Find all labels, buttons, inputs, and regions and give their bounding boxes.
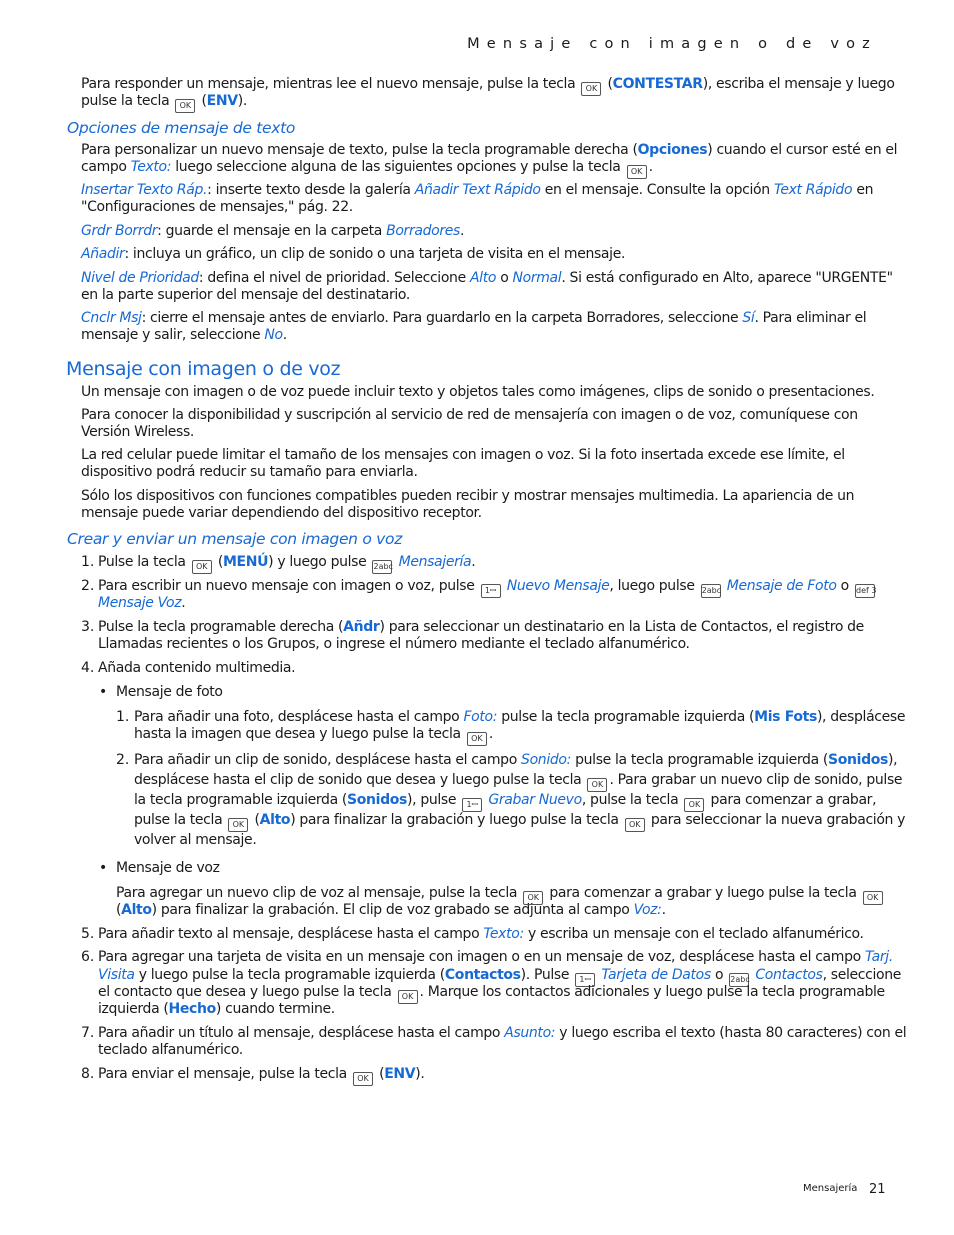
opciones-paragraph: Para personalizar un nuevo mensaje de texto, pulse la tecla programable derecha (Opciones) cuando el cursor esté en el campo Texto: luego seleccione alguna de las siguientes opciones y pulse la tecla OK .: [81, 142, 897, 176]
bullet-foto: Mensaje de foto: [116, 684, 223, 700]
bullet-voz: Mensaje de voz: [116, 860, 220, 876]
ok-key-icon: [353, 1072, 373, 1086]
option-insertar: Insertar Texto Ráp.: inserte texto desde la galería Añadir Text Rápido en el mensaje. Consulte la opción Text Rápido en "Configuraciones de mensajes," pág. 22.: [81, 182, 874, 215]
step-7: Para añadir un título al mensaje, desplácese hasta el campo Asunto: y luego escriba el texto (hasta 80 caracteres) con el teclado alfanumérico.: [98, 1025, 907, 1058]
section-title-mms: Mensaje con imagen o de voz: [66, 358, 341, 380]
step-6: Para agregar una tarjeta de visita en un mensaje con imagen o en un mensaje de voz, desplácese hasta el campo Tarj. Visita y luego pulse la tecla programable izquierda (Contactos). Pulse 1ꟷ Tarjeta de Datos o 2abc Contactos, seleccione: [98, 949, 901, 984]
ok-key-icon: [228, 818, 248, 832]
step-number: 3.: [81, 619, 95, 635]
step-8: Para enviar el mensaje, pulse la tecla OK (ENV).: [98, 1066, 425, 1083]
ok-key-icon: [175, 99, 195, 113]
bullet-icon: •: [99, 684, 108, 700]
mms-p3: La red celular puede limitar el tamaño de los mensajes con imagen o voz. Si la foto insertada excede ese límite, el dispositivo podrá reducir su tamaño para enviarla.: [81, 447, 845, 480]
step-number: 7.: [81, 1025, 95, 1041]
option-nivel: Nivel de Prioridad: defina el nivel de prioridad. Seleccione Alto o Normal. Si está configurado en Alto, aparece "URGENTE" en la parte superior del mensaje del destinatario.: [81, 270, 893, 303]
ok-key-icon: [398, 990, 418, 1004]
ok-key-icon: [467, 732, 487, 746]
ok-key-icon: [523, 891, 543, 905]
substep-number: 2.: [116, 752, 130, 768]
substep-foto-2: Para añadir un clip de sonido, desplácese hasta el campo Sonido: pulse la tecla programable izquierda (Sonidos), desplácese hasta el clip de sonido que desea y luego pulse la tecla OK . Para grabar un nuevo clip de sonido, pulse la tecla programable izquierda (Sonidos), pulse 1ꟷ Grabar Nuevo, pulse la tecla OK para comenzar a grabar, pulse la tecla OK (Alto) para finalizar la grabación y luego pulse la tecla OK para seleccionar la nueva grabación y volver al mensaje.: [134, 752, 905, 849]
mms-p4: Sólo los dispositivos con funciones compatibles pueden recibir y mostrar mensajes multimedia. La apariencia de un mensaje puede variar dependiendo del dispositivo receptor.: [81, 488, 855, 521]
key-1-icon: [462, 798, 482, 812]
step-5: Para añadir texto al mensaje, desplácese hasta el campo Texto: y escriba un mensaje con el teclado alfanumérico.: [98, 926, 864, 942]
substep-number: 1.: [116, 709, 130, 725]
voz-paragraph: Para agregar un nuevo clip de voz al mensaje, pulse la tecla OK para comenzar a grabar y luego pulse la tecla OK (Alto) para finalizar la grabación. El clip de voz grabado se adjunta al campo Voz:.: [116, 885, 885, 919]
footer-section: Mensajería: [803, 1183, 858, 1194]
ok-key-icon: [587, 778, 607, 792]
running-header: Mensaje con imagen o de voz: [467, 36, 877, 52]
substep-foto-1: Para añadir una foto, desplácese hasta el campo Foto: pulse la tecla programable izquierda (Mis Fots), desplácese hasta la imagen que desea y luego pulse la tecla OK .: [134, 709, 905, 743]
option-anadir: Añadir: incluya un gráfico, un clip de sonido o una tarjeta de visita en el mensaje.: [81, 246, 626, 262]
step-2: Para escribir un nuevo mensaje con imagen o voz, pulse 1ꟷ Nuevo Mensaje, luego pulse 2abc Mensaje de Foto o def 3 Mensaje Voz.: [98, 578, 877, 612]
section-title-opciones: Opciones de mensaje de texto: [67, 119, 296, 137]
ok-key-icon: [581, 82, 601, 96]
step-number: 5.: [81, 926, 95, 942]
key-3-icon: [855, 584, 875, 598]
step-number: 2.: [81, 578, 95, 594]
step-number: 4.: [81, 660, 95, 676]
step-3: Pulse la tecla programable derecha (Añdr) para seleccionar un destinatario en la Lista de Contactos, el registro de Llamadas recientes o los Grupos, o ingrese el número mediante el teclado alfanumérico.: [98, 619, 864, 652]
page-number: 21: [869, 1182, 886, 1197]
key-2-icon: [701, 584, 721, 598]
contestar-label: CONTESTAR: [612, 76, 703, 92]
step-1: Pulse la tecla OK (MENÚ) y luego pulse 2abc Mensajería.: [98, 554, 475, 571]
intro-paragraph: Para responder un mensaje, mientras lee el nuevo mensaje, pulse la tecla OK (CONTESTAR), escriba el mensaje y luego pulse la tecla OK (ENV).: [81, 76, 895, 110]
step-4: Añada contenido multimedia.: [98, 660, 296, 676]
section-title-crear: Crear y enviar un mensaje con imagen o voz: [67, 530, 403, 548]
bullet-icon: •: [99, 860, 108, 876]
mms-p1: Un mensaje con imagen o de voz puede incluir texto y objetos tales como imágenes, clips de sonido o presentaciones.: [81, 384, 875, 400]
ok-key-icon: [863, 891, 883, 905]
step-number: 8.: [81, 1066, 95, 1082]
ok-key-icon: [627, 165, 647, 179]
option-grdr: Grdr Borrdr: guarde el mensaje en la carpeta Borradores.: [81, 223, 465, 239]
ok-key-icon: [192, 560, 212, 574]
ok-key-icon: [625, 818, 645, 832]
step-6-cont: el contacto que desea y luego pulse la tecla OK . Marque los contactos adicionales y luego pulse la tecla programable izquierda (Hecho) cuando termine.: [98, 984, 885, 1018]
option-cnclr: Cnclr Msj: cierre el mensaje antes de enviarlo. Para guardarlo en la carpeta Borradores, seleccione Sí. Para eliminar el mensaje y salir, seleccione No.: [81, 310, 867, 343]
key-2-icon: [372, 560, 392, 574]
key-1-icon: [481, 584, 501, 598]
step-number: 6.: [81, 949, 95, 965]
step-number: 1.: [81, 554, 95, 570]
mms-p2: Para conocer la disponibilidad y suscripción al servicio de red de mensajería con imagen o de voz, comuníquese con Versión Wireless.: [81, 407, 858, 440]
ok-key-icon: [684, 798, 704, 812]
